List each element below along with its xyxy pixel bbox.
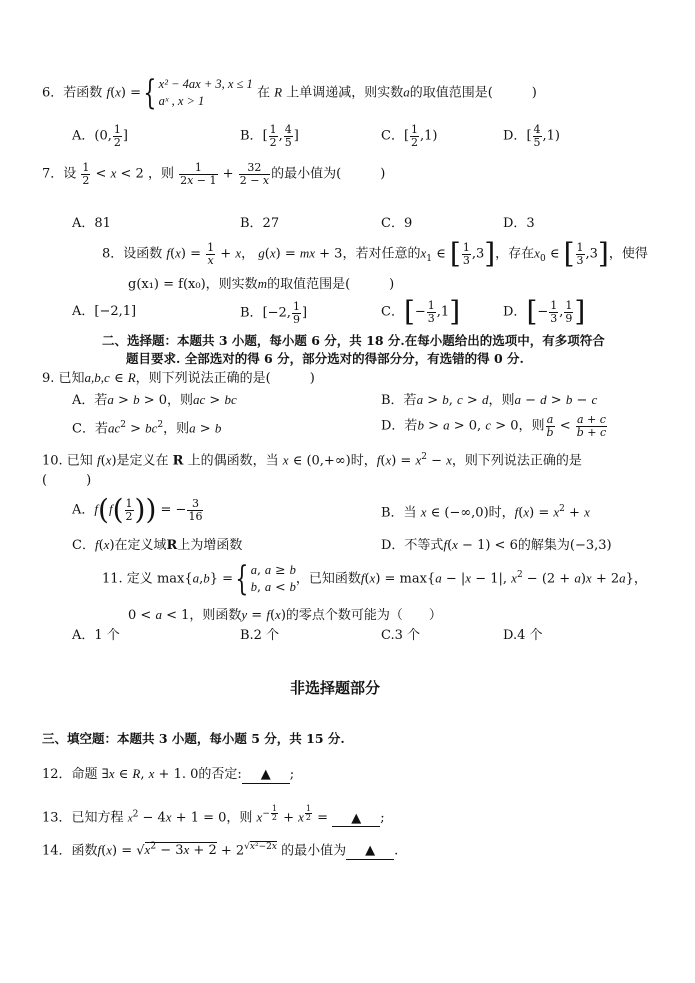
q11-option-b[interactable]: B.2 个 xyxy=(240,628,280,643)
q7-option-c[interactable]: C．9 xyxy=(381,216,413,231)
q10-paren: ( ) xyxy=(42,473,92,488)
q8-option-a[interactable]: A．[−2,1] xyxy=(72,304,137,319)
q9-option-d[interactable]: D．若b > a > 0, c > 0，则 $\frac{a}{b}$ < $\frac{a + c}{b + c}$ xyxy=(381,413,607,439)
q12: 12．命题 ∃x ∈ R, x + 1. 0的否定: ▲ ; xyxy=(42,766,295,782)
q13: 13．已知方程 $x^2 - 4x + 1 = 0$，则 $x^{- \frac{1}{2}}$ + x $^{\frac{1}{2}}$ = ▲ ; xyxy=(42,804,385,826)
q6-option-c[interactable]: C．[ $\frac{1}{2}$ ,1) xyxy=(381,123,438,149)
section3-heading: 三、填空题：本题共 3 小题，每小题 5 分，共 15 分. xyxy=(42,731,345,746)
q13-answer-blank[interactable]: ▲ xyxy=(332,811,380,828)
q7-stem: 7．设 $\frac{1}{2}$ < x < 2 ，则 $\frac{1}{2x - 1}$ + $\frac{32}{2 - x}$ 的最小值为( ) xyxy=(42,161,386,187)
q9-option-b[interactable]: B．若a > b, c > d，则a − d > b − c xyxy=(381,392,598,408)
q10-option-b[interactable]: B．当 x ∈ (−∞,0)时，$f(x) = x^2 + x$ xyxy=(381,504,590,521)
q11-stem: 11. 定义 max{a,b} ={ a, a ≥ b b, a < b，已知函数f(x) = max{a − |x − 1|, $x^2 - (2 + a)x + 2a$}， xyxy=(102,559,647,599)
q7-option-b[interactable]: B．27 xyxy=(240,216,280,231)
q11-option-a[interactable]: A．1 个 xyxy=(72,628,120,643)
q8-option-c[interactable]: C．[− $\frac{1}{3}$ ,1] xyxy=(381,295,461,328)
q14: 14．函数$f(x) = √x^2 - 3x + 2 + 2^{√x^2-2x}$ 的最小值为 ▲ . xyxy=(42,842,399,859)
q11-option-c[interactable]: C.3 个 xyxy=(381,628,421,643)
q12-answer-blank[interactable]: ▲ xyxy=(242,767,290,784)
q8-option-b[interactable]: B．[−2, $\frac{1}{9}$ ] xyxy=(240,300,308,326)
q10-option-a[interactable]: A．f(f( $\frac{1}{2}$ )) = − $\frac{3}{16}$ xyxy=(72,493,203,526)
q7-option-a[interactable]: A．81 xyxy=(72,216,111,231)
q6-option-a[interactable]: A．(0, $\frac{1}{2}$ ] xyxy=(72,123,128,149)
q10-option-d[interactable]: D．不等式f(x − 1) < 6的解集为(−3,3) xyxy=(381,537,612,553)
q6-stem: 6．若函数 f(x) ={ x² − 4ax + 3, x ≤ 1 aˣ , x > 1 在 R 上单调递减，则实数a的取值范围是( ) xyxy=(42,73,537,113)
q9-stem: 9. 已知a,b,c ∈ R，则下列说法正确的是( ) xyxy=(42,370,315,386)
part2-title: 非选择题部分 xyxy=(290,679,381,697)
q7-option-d[interactable]: D．3 xyxy=(503,216,535,231)
q9-option-c[interactable]: C．若$ac^2 > bc^2$，则a > b xyxy=(72,420,222,437)
q9-option-a[interactable]: A．若a > b > 0，则ac > bc xyxy=(72,392,237,408)
q11-stem-line2: 0 < a < 1，则函数y = f(x)的零点个数可能为（ ） xyxy=(128,607,442,623)
q6-option-d[interactable]: D．[ $\frac{4}{5}$ ,1) xyxy=(503,123,560,149)
q10-option-c[interactable]: C．f(x)在定义域R上为增函数 xyxy=(72,537,243,553)
q8-stem-line2: g(x₁) = f(x₀)，则实数m的取值范围是( ) xyxy=(128,276,395,292)
q10-stem: 10. 已知 f(x)是定义在 R 上的偶函数，当 x ∈ (0,+∞)时，$f(x) = x^2 - x$，则下列说法正确的是 xyxy=(42,452,582,469)
q8-stem: 8．设函数 f(x) = $\frac{1}{x}$ + x， g(x) = mx + 3，若对任意的$x_1$ ∈ [ $\frac{1}{3}$ ,3]，存在$x_0$ ∈ [ $\frac{1}{3}$ ,3]，使得 xyxy=(102,237,648,270)
section2-heading-line2: 题目要求. 全部选对的得 6 分，部分选对的得部分分，有选错的得 0 分. xyxy=(126,351,524,366)
q11-option-d[interactable]: D.4 个 xyxy=(503,628,543,643)
section2-heading: 二、选择题：本题共 3 小题，每小题 6 分，共 18 分.在每小题给出的选项中，有多项符合 xyxy=(102,333,605,348)
q14-answer-blank[interactable]: ▲ xyxy=(346,843,394,860)
q8-option-d[interactable]: D．[− $\frac{1}{3}$ , $\frac{1}{9}$ ] xyxy=(503,295,586,328)
q6-option-b[interactable]: B．[ $\frac{1}{2}$ , $\frac{4}{5}$ ] xyxy=(240,123,299,149)
